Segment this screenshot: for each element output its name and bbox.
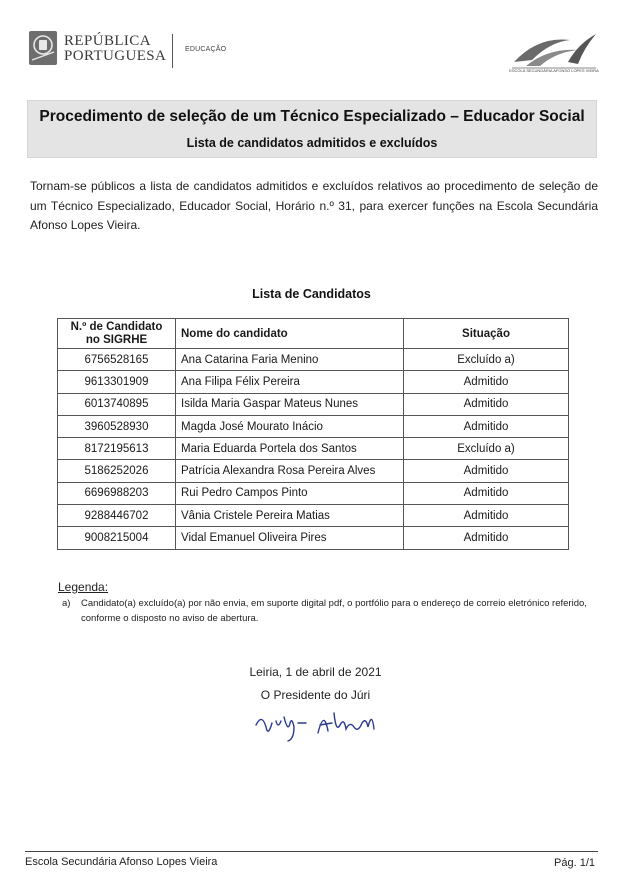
header-divider — [172, 34, 173, 68]
candidate-name: Rui Pedro Campos Pinto — [176, 482, 404, 504]
column-header-name: Nome do candidato — [176, 319, 404, 349]
legend-title: Legenda: — [58, 580, 109, 594]
signature-icon — [248, 703, 398, 743]
ministry-name: EDUCAÇÃO — [185, 46, 227, 53]
candidate-status: Admitido — [404, 415, 569, 437]
candidate-name: Vânia Cristele Pereira Matias — [176, 505, 404, 527]
candidate-status: Excluído a) — [404, 349, 569, 371]
column-header-number: N.º de Candidato no SIGRHE — [58, 319, 176, 349]
candidates-list-title: Lista de Candidatos — [252, 287, 371, 301]
page-subtitle: Lista de candidatos admitidos e excluídos — [186, 136, 438, 150]
candidate-status: Admitido — [404, 505, 569, 527]
table-row — [58, 349, 569, 371]
candidate-number: 6013740895 — [58, 393, 176, 415]
candidate-number: 9613301909 — [58, 371, 176, 393]
table-row — [58, 438, 569, 460]
table-row — [58, 393, 569, 415]
candidate-number: 6756528165 — [58, 349, 176, 371]
table-row — [58, 527, 569, 549]
title-box — [27, 100, 597, 158]
legend-item — [62, 597, 602, 626]
candidate-name: Ana Catarina Faria Menino — [176, 349, 404, 371]
candidate-name: Patrícia Alexandra Rosa Pereira Alves — [176, 460, 404, 482]
table-row — [58, 505, 569, 527]
legend-text: Candidato(a) excluído(a) por não envia, em suporte digital pdf, o portfólio para o endereço de correio eletrónico referido, conforme o disposto no aviso de abertura. — [81, 598, 587, 624]
signatory-title: O Presidente do Júri — [260, 688, 371, 702]
school-logo-caption: ESCOLA SECUNDÁRIA AFONSO LOPES VIEIRA — [509, 68, 599, 73]
candidates-table — [57, 318, 569, 550]
candidate-number: 8172195613 — [58, 438, 176, 460]
candidate-status: Admitido — [404, 527, 569, 549]
candidate-number: 5186252026 — [58, 460, 176, 482]
candidate-number: 9008215004 — [58, 527, 176, 549]
page-number: Pág. 1/1 — [554, 857, 595, 869]
candidate-status: Admitido — [404, 393, 569, 415]
footer-divider — [25, 851, 598, 852]
candidate-status: Admitido — [404, 460, 569, 482]
legend-marker: a) — [62, 598, 71, 609]
table-row — [58, 371, 569, 393]
candidate-status: Excluído a) — [404, 438, 569, 460]
candidate-status: Admitido — [404, 482, 569, 504]
country-name: REPÚBLICA PORTUGUESA — [64, 33, 167, 64]
candidate-status: Admitido — [404, 371, 569, 393]
page-title: Procedimento de seleção de um Técnico Especializado – Educador Social — [39, 108, 585, 125]
republic-emblem-icon — [28, 30, 58, 66]
table-header-row — [58, 319, 569, 349]
candidate-number: 9288446702 — [58, 505, 176, 527]
footer-school-name: Escola Secundária Afonso Lopes Vieira — [25, 856, 218, 868]
table-row — [58, 415, 569, 437]
candidate-name: Ana Filipa Félix Pereira — [176, 371, 404, 393]
candidate-name: Magda José Mourato Inácio — [176, 415, 404, 437]
candidate-name: Isilda Maria Gaspar Mateus Nunes — [176, 393, 404, 415]
document-header — [0, 0, 623, 80]
candidate-number: 3960528930 — [58, 415, 176, 437]
candidate-name: Vidal Emanuel Oliveira Pires — [176, 527, 404, 549]
table-row — [58, 482, 569, 504]
place-and-date: Leiria, 1 de abril de 2021 — [249, 665, 382, 679]
candidate-name: Maria Eduarda Portela dos Santos — [176, 438, 404, 460]
table-row — [58, 460, 569, 482]
column-header-status: Situação — [404, 319, 569, 349]
intro-paragraph: Tornam-se públicos a lista de candidatos admitidos e excluídos relativos ao procedimento de seleção de um Técnico Especializado, Educador Social, Horário n.º 31, para exercer funções na Escola Secundária Afonso Lopes Vieira. — [30, 179, 598, 232]
candidate-number: 6696988203 — [58, 482, 176, 504]
